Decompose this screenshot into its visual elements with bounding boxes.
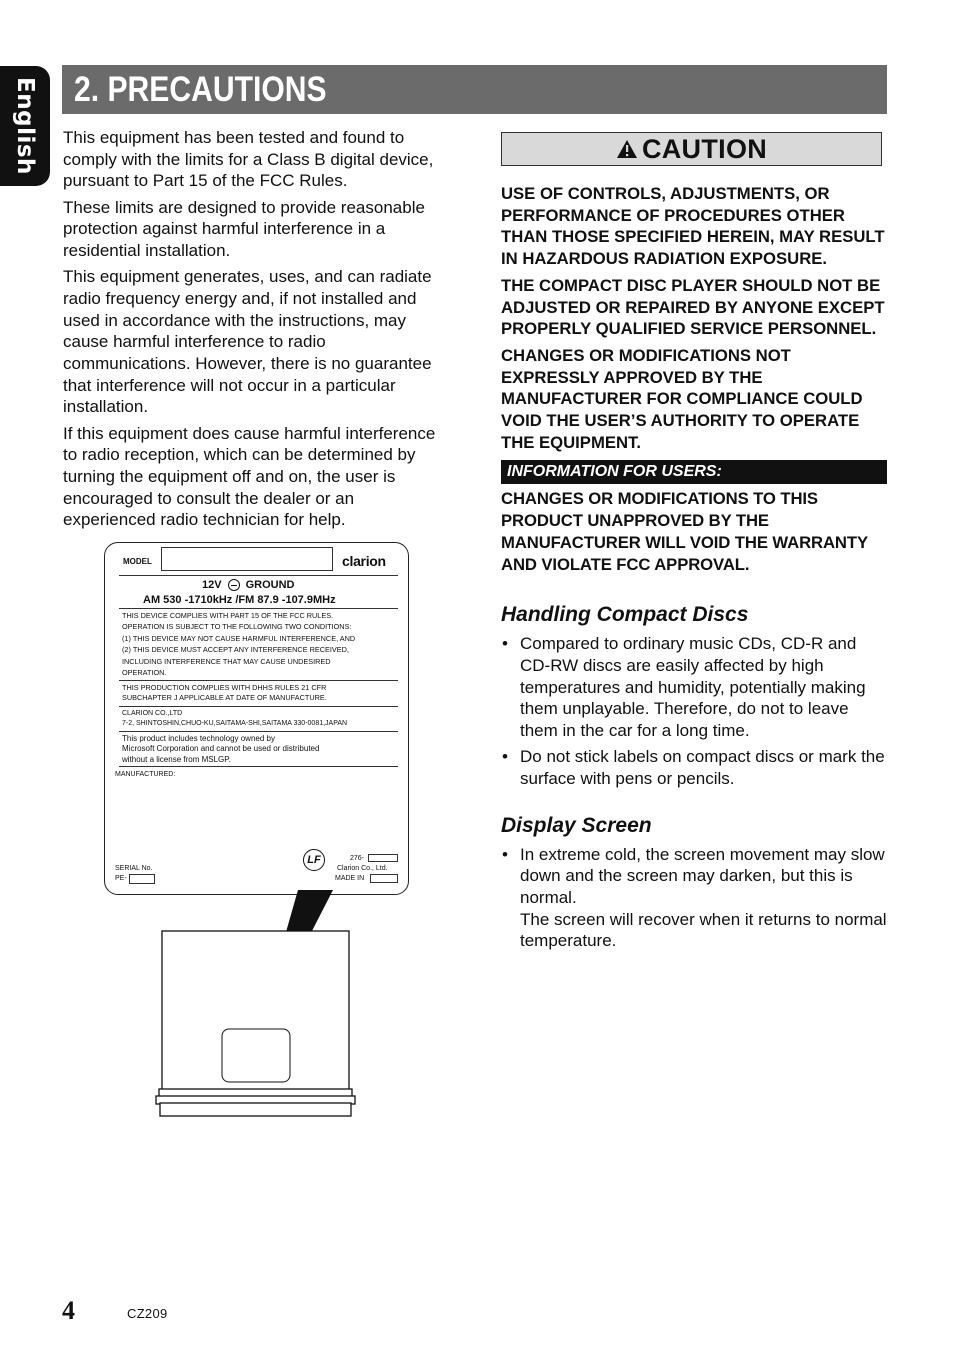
handling-list xyxy=(501,633,887,789)
handling-item: • Do not stick labels on compact discs or mark the surface with pens or pencils. xyxy=(501,746,887,789)
label-dhhs-block xyxy=(122,683,327,704)
label-company-name: Clarion Co., Ltd. xyxy=(337,865,388,872)
label-msft-line: without a license from MSLGP. xyxy=(122,754,231,764)
caution-paragraph-1: USE OF CONTROLS, ADJUSTMENTS, OR PERFORMANCE OF PROCEDURES OTHER THAN THOSE SPECIFIED HEREIN, MAY RESULT IN HAZARDOUS RADIATION EXPOSURE. xyxy=(501,184,885,269)
label-pointer-wedge xyxy=(254,890,333,1044)
label-msft-line: Microsoft Corporation and cannot be used or distributed xyxy=(122,744,320,754)
label-frequencies: AM 530 -1710kHz /FM 87.9 -107.9MHz xyxy=(143,594,336,606)
fcc-paragraph-2: These limits are designed to provide reasonable protection against harmful interference in a residential installation. xyxy=(63,197,425,261)
label-fcc-line: OPERATION. xyxy=(122,668,167,678)
model-code: CZ209 xyxy=(127,1306,168,1321)
label-fcc-line: OPERATION IS SUBJECT TO THE FOLLOWING TWO CONDITIONS: xyxy=(122,622,352,632)
caution-paragraph-3: CHANGES OR MODIFICATIONS NOT EXPRESSLY APPROVED BY THE MANUFACTURER FOR COMPLIANCE COULD VOID THE USER’S AUTHORITY TO OPERATE THE EQUIPMENT. xyxy=(501,345,863,452)
caution-header xyxy=(501,132,882,166)
display-heading: Display Screen xyxy=(501,813,652,837)
label-part-number-box xyxy=(368,854,398,862)
display-item-line-1: In extreme cold, the screen movement may slow down and the screen may darken, but this is normal. xyxy=(520,844,885,908)
warning-triangle-icon xyxy=(616,139,638,159)
label-company-block xyxy=(122,709,347,730)
handling-heading: Handling Compact Discs xyxy=(501,603,749,627)
right-column xyxy=(501,132,887,957)
label-company-line: CLARION CO.,LTD xyxy=(122,710,183,717)
language-tab-label: English xyxy=(12,77,39,175)
label-model-box xyxy=(161,547,333,571)
label-company-line: 7-2, SHINTOSHIN,CHUO-KU,SAITAMA-SHI,SAITAMA 330-0081,JAPAN xyxy=(122,720,348,728)
info-for-users-label: INFORMATION FOR USERS: xyxy=(507,463,722,481)
product-label-plate xyxy=(104,542,409,895)
label-made-in-box xyxy=(370,874,398,883)
page-title: 2. PRECAUTIONS xyxy=(74,69,327,109)
info-for-users-text: CHANGES OR MODIFICATIONS TO THIS PRODUCT UNAPPROVED BY THE MANUFACTURER WILL VOID THE WARRANTY AND VIOLATE FCC APPROVAL. xyxy=(501,489,868,574)
handling-item: • Compared to ordinary music CDs, CD-R and CD-RW discs are easily affected by high temperatures and humidity, potentially making them unplayable. Therefore, do not to leave them in the car for a long time. xyxy=(501,633,887,742)
left-column xyxy=(63,127,448,536)
label-fcc-line: (2) THIS DEVICE MUST ACCEPT ANY INTERFERENCE RECEIVED, xyxy=(122,645,349,655)
label-msft-line: This product includes technology owned by xyxy=(122,734,275,743)
label-model-caption: MODEL xyxy=(123,557,152,566)
caution-paragraph-2: THE COMPACT DISC PLAYER SHOULD NOT BE ADJUSTED OR REPAIRED BY ANYONE EXCEPT PROPERLY QUALIFIED SERVICE PERSONNEL. xyxy=(501,275,885,339)
label-part-number: 276- xyxy=(350,855,365,862)
display-list xyxy=(501,844,887,953)
caution-heading: CAUTION xyxy=(641,133,768,164)
section-title-bar xyxy=(62,65,887,114)
label-made-in: MADE IN xyxy=(335,875,365,882)
display-item xyxy=(501,844,887,953)
label-fcc-line: INCLUDING INTERFERENCE THAT MAY CAUSE UNDESIRED xyxy=(122,656,331,666)
label-fcc-line: (1) THIS DEVICE MAY NOT CAUSE HARMFUL INTERFERENCE, AND xyxy=(122,633,356,643)
label-dhhs-line: SUBCHAPTER J APPLICABLE AT DATE OF MANUFACTURE. xyxy=(122,693,327,703)
fcc-paragraph-1: This equipment has been tested and found to comply with the limits for a Class B digital device, pursuant to Part 15 of the FCC Rules. xyxy=(63,128,434,191)
label-serial: SERIAL No. xyxy=(115,865,153,872)
info-for-users-bar xyxy=(501,460,887,484)
label-power-line xyxy=(202,579,294,591)
display-item-line-2: The screen will recover when it returns to normal temperature. xyxy=(520,909,887,951)
label-power-voltage: 12V xyxy=(202,579,222,591)
label-pe: PE- xyxy=(115,875,127,882)
label-dhhs-line: THIS PRODUCTION COMPLIES WITH DHHS RULES 21 CFR xyxy=(122,683,327,692)
label-brand-logo: clarion xyxy=(342,553,386,569)
page-number: 4 xyxy=(62,1296,75,1325)
fcc-paragraph-4: If this equipment does cause harmful interference to radio reception, which can be determined by turning the equipment off and on, the user is encouraged to consult the dealer or an experienced radio technician for help. xyxy=(63,423,436,530)
label-power-ground: GROUND xyxy=(245,579,295,591)
language-tab xyxy=(0,66,50,186)
radio-unit-body xyxy=(156,931,355,1116)
label-fcc-block xyxy=(122,610,355,678)
label-manufactured: MANUFACTURED: xyxy=(115,771,176,778)
lf-logo-text: LF xyxy=(307,854,321,866)
label-pe-box xyxy=(129,874,155,884)
ground-symbol-icon xyxy=(228,579,240,591)
fcc-paragraph-3: This equipment generates, uses, and can radiate radio frequency energy and, if not installed and used in accordance with the instructions, may cause harmful interference to radio communications. However, there is no guarantee that interference will not occur in a particular installation. xyxy=(63,267,432,417)
label-fcc-line: THIS DEVICE COMPLIES WITH PART 15 OF THE FCC RULES. xyxy=(122,611,334,620)
label-msft-block xyxy=(122,734,319,765)
lf-logo xyxy=(303,849,325,871)
